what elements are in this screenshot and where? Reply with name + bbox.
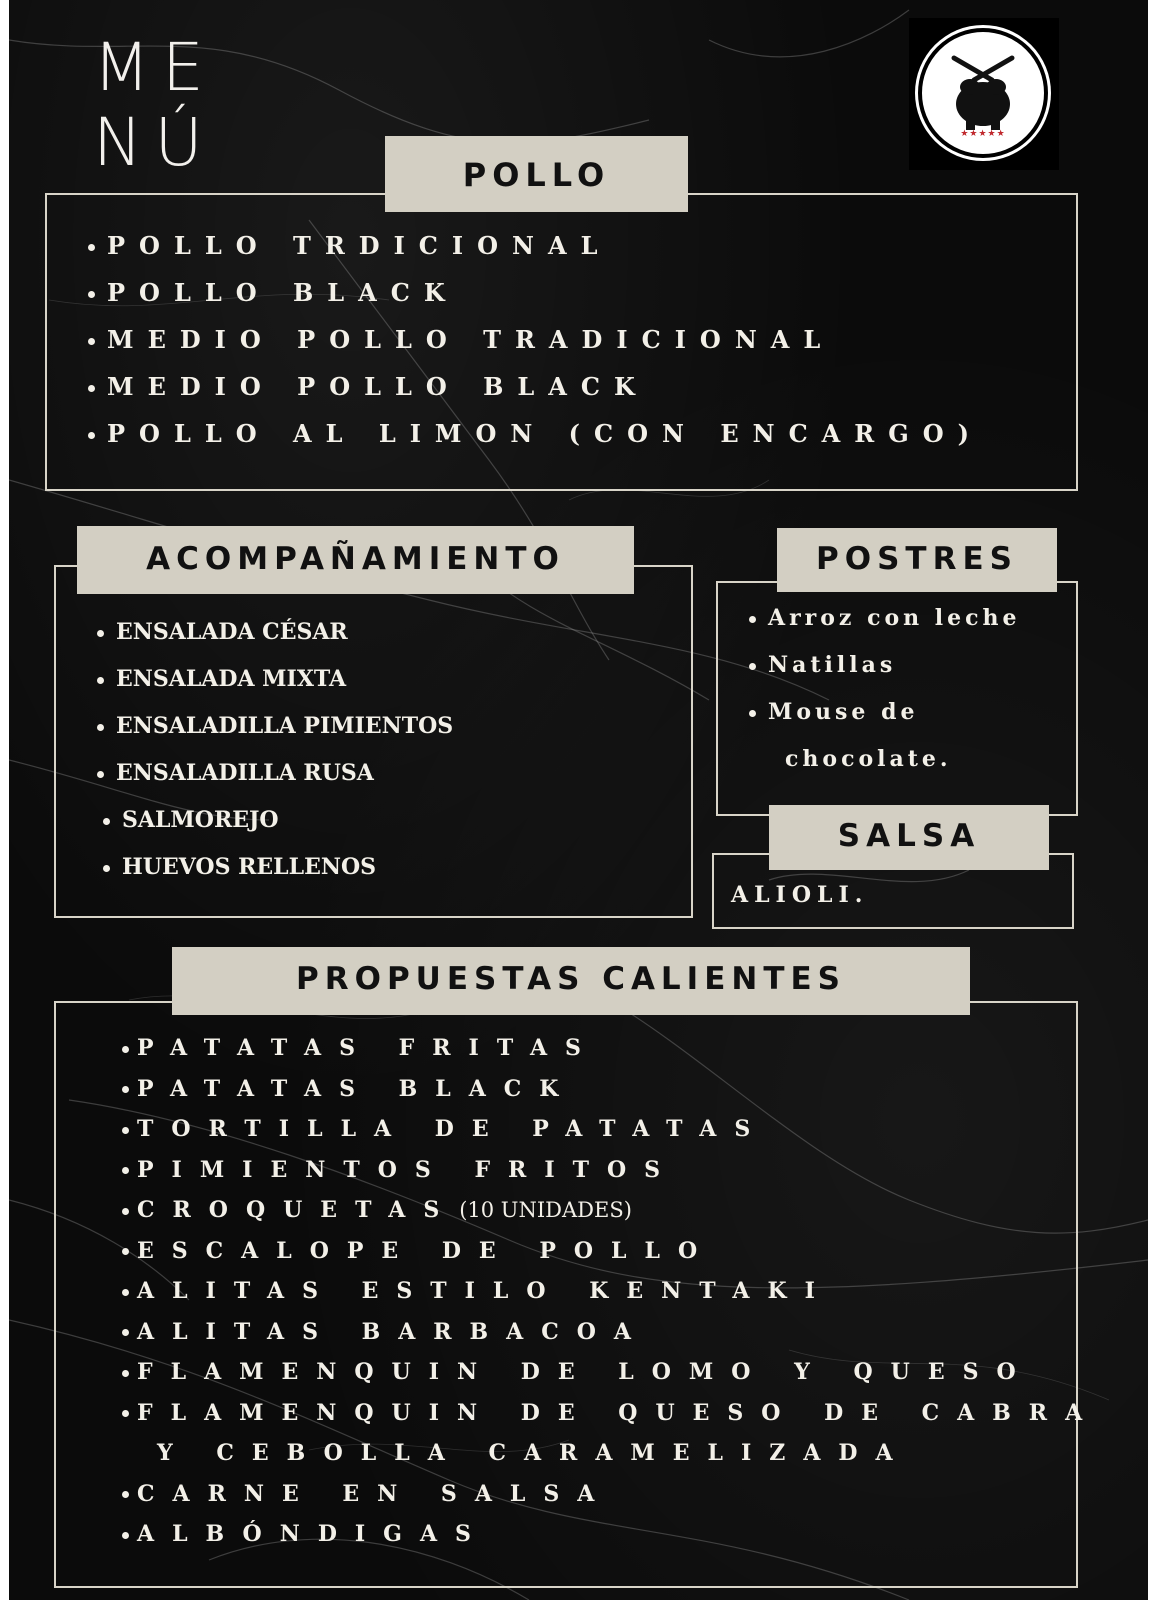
list-item: [97, 847, 453, 894]
menu-poster: [9, 0, 1148, 1600]
salsa-header: SALSA: [769, 805, 1049, 870]
list-item: [122, 1152, 1100, 1193]
bullet-icon: [97, 630, 104, 637]
bullet-icon: [88, 432, 95, 439]
list-item: [122, 1395, 1100, 1436]
list-item: [88, 369, 983, 416]
bullet-icon: [103, 865, 110, 872]
postres-item-text: Natillas: [768, 652, 897, 678]
bullet-icon: [88, 385, 95, 392]
propuestas-item-text: FLAMENQUIN DE QUESO DE CABRA: [137, 1399, 1101, 1426]
bullet-icon: [122, 1410, 129, 1417]
list-item: [97, 659, 453, 706]
propuestas-item-text: ESCALOPE DE POLLO: [137, 1237, 716, 1264]
pollo-item-text: MEDIO POLLO TRADICIONAL: [107, 325, 835, 354]
postres-item-text: Mouse de: [768, 699, 919, 725]
bullet-icon: [122, 1086, 129, 1093]
list-item: [122, 1071, 1100, 1112]
list-item: [97, 612, 453, 659]
acompanamiento-item-text: ENSALADA CÉSAR: [116, 619, 348, 645]
list-item: [122, 1192, 1100, 1233]
list-item-continuation: [749, 741, 1021, 788]
acompanamiento-item-text: ENSALADA MIXTA: [116, 666, 347, 692]
postres-list: [749, 600, 1021, 788]
list-item: [88, 275, 983, 322]
list-item: [749, 600, 1021, 647]
propuestas-item-text: ALBÓNDIGAS: [137, 1521, 489, 1547]
bullet-icon: [122, 1046, 129, 1053]
list-item: [122, 1233, 1100, 1274]
bullet-icon: [122, 1248, 129, 1255]
postres-header: POSTRES: [777, 528, 1057, 592]
bullet-icon: [122, 1289, 129, 1296]
acompanamiento-item-text: SALMOREJO: [122, 807, 279, 833]
bullet-icon: [122, 1167, 129, 1174]
propuestas-item-text: FLAMENQUIN DE LOMO Y QUESO: [137, 1359, 1034, 1385]
bullet-icon: [122, 1208, 129, 1215]
list-item: [122, 1111, 1100, 1152]
bullet-icon: [749, 663, 756, 670]
propuestas-item-text: PIMIENTOS FRITOS: [137, 1156, 679, 1183]
list-item: [88, 228, 983, 275]
bullet-icon: [122, 1127, 129, 1134]
bullet-icon: [97, 677, 104, 684]
logo-stars: ★★★★★: [960, 129, 1006, 139]
list-item: [122, 1314, 1100, 1355]
bullet-icon: [749, 616, 756, 623]
bullet-icon: [122, 1532, 129, 1539]
menu-title-line2: NÚ: [93, 104, 215, 181]
croquetas-note: (10 UNIDADES): [459, 1198, 632, 1222]
bullet-icon: [97, 771, 104, 778]
list-item: [122, 1354, 1100, 1395]
pollo-list: [88, 228, 983, 463]
list-item: [97, 706, 453, 753]
propuestas-item-text: CARNE EN SALSA: [137, 1480, 613, 1507]
list-item: [122, 1476, 1100, 1517]
postres-item-text: Arroz con leche: [768, 605, 1021, 631]
pollo-item-text: MEDIO POLLO BLACK: [107, 372, 649, 401]
propuestas-list: [122, 1030, 1100, 1557]
list-item: [97, 753, 453, 800]
pollo-header: POLLO: [385, 136, 688, 212]
propuestas-item-text: ALITAS BARBACOA: [137, 1318, 649, 1345]
acompanamiento-item-text: HUEVOS RELLENOS: [122, 854, 377, 880]
bullet-icon: [749, 710, 756, 717]
propuestas-item-text: PATATAS BLACK: [137, 1075, 577, 1102]
list-item: [122, 1030, 1100, 1071]
list-item: [88, 322, 983, 369]
propuestas-item-text: CROQUETAS: [137, 1197, 458, 1223]
propuestas-header: PROPUESTAS CALIENTES: [172, 947, 970, 1015]
list-item: [749, 694, 1021, 741]
restaurant-logo: [909, 18, 1059, 170]
acompanamiento-header: ACOMPAÑAMIENTO: [77, 526, 634, 594]
list-item: [122, 1516, 1100, 1557]
menu-title-line1: ME: [93, 29, 216, 106]
bullet-icon: [97, 724, 104, 731]
bullet-icon: [103, 818, 110, 825]
propuestas-item-text: TORTILLA DE PATATAS: [137, 1116, 769, 1142]
bullet-icon: [88, 244, 95, 251]
pollo-item-text: POLLO AL LIMON (CON ENCARGO): [107, 419, 983, 448]
pollo-item-text: POLLO TRDICIONAL: [107, 231, 612, 260]
postres-item-text: chocolate.: [785, 746, 952, 772]
propuestas-item-text: PATATAS FRITAS: [137, 1035, 599, 1061]
list-item: [97, 800, 453, 847]
acompanamiento-item-text: ENSALADILLA PIMIENTOS: [116, 713, 454, 739]
bullet-icon: [122, 1329, 129, 1336]
list-item: [122, 1273, 1100, 1314]
bullet-icon: [122, 1491, 129, 1498]
salsa-text: ALIOLI.: [731, 882, 869, 908]
list-item: [88, 416, 983, 463]
propuestas-item-text: ALITAS ESTILO KENTAKI: [137, 1278, 833, 1304]
pollo-item-text: POLLO BLACK: [107, 278, 459, 307]
list-item-continuation: [122, 1435, 1100, 1476]
list-item: [749, 647, 1021, 694]
bullet-icon: [88, 338, 95, 345]
propuestas-item-text: Y CEBOLLA CARAMELIZADA: [157, 1440, 911, 1466]
acompanamiento-item-text: ENSALADILLA RUSA: [116, 760, 374, 786]
logo-circle: [918, 28, 1048, 158]
bullet-icon: [122, 1370, 129, 1377]
acompanamiento-list: [97, 612, 453, 894]
bullet-icon: [88, 291, 95, 298]
